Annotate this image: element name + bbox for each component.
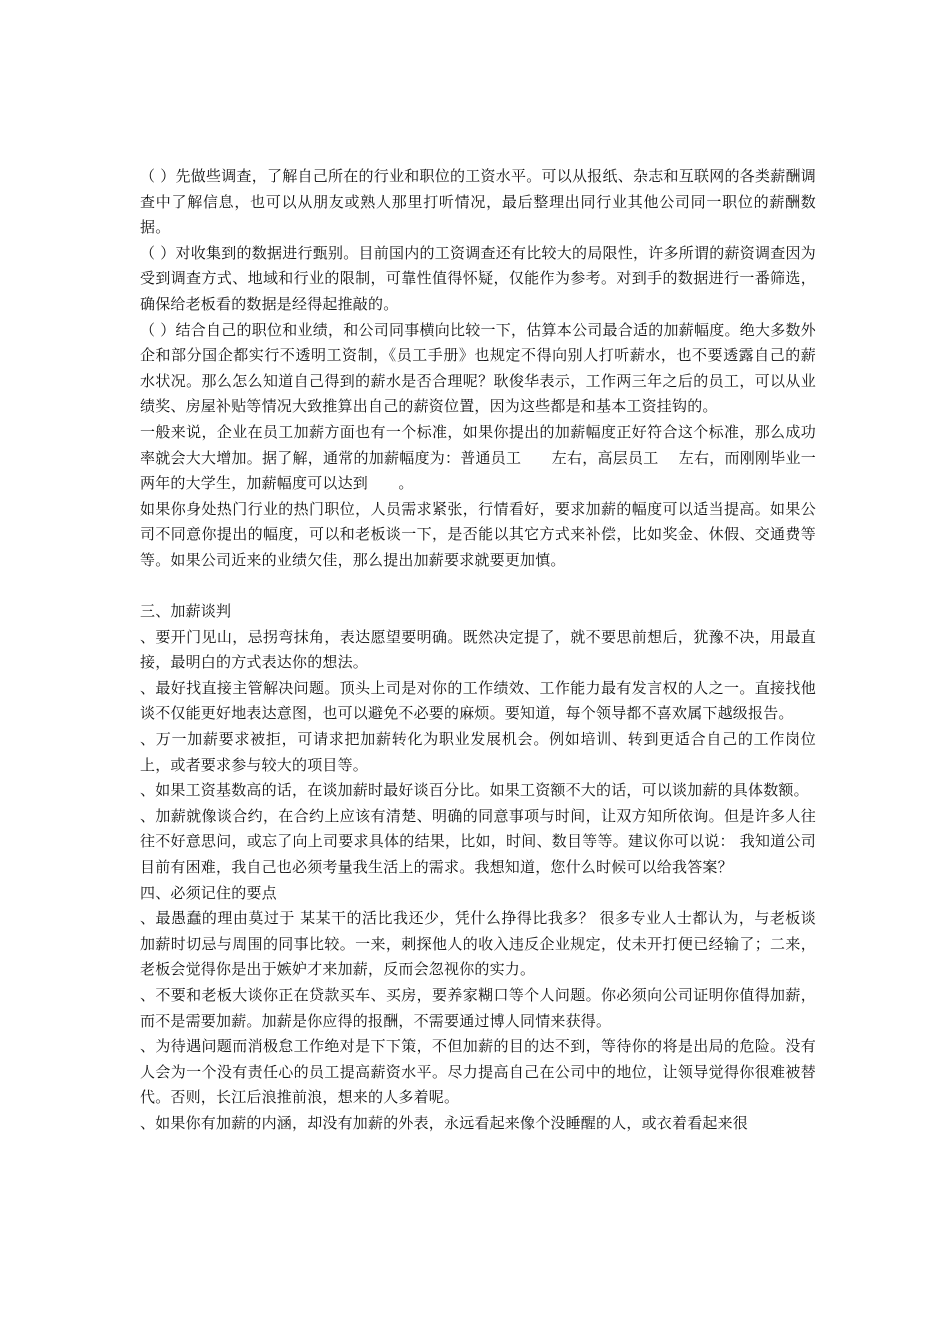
paragraph: 、不要和老板大谈你正在贷款买车、买房，要养家糊口等个人问题。你必须向公司证明你值得加薪，而不是需要加薪。加薪是你应得的报酬，不需要通过博人同情来获得。	[140, 986, 816, 1030]
section-heading: 四、必须记住的要点	[140, 883, 277, 902]
section-heading: 三、加薪谈判	[140, 602, 232, 621]
paragraph: 一般来说，企业在员工加薪方面也有一个标准，如果你提出的加薪幅度正好符合这个标准，那么成功率就会大大增加。据了解，通常的加薪幅度为：普通员工 左右，高层员工 左右，而刚刚毕业一两年的大学生，加薪幅度可以达到 。	[140, 422, 816, 493]
paragraph: 、为待遇问题而消极怠工作绝对是下下策，不但加薪的目的达不到，等待你的将是出局的危险。没有人会为一个没有责任心的员工提高薪资水平。尽力提高自己在公司中的地位，让领导觉得你很难被替代。否则，长江后浪推前浪，想来的人多着呢。	[140, 1037, 816, 1107]
paragraph: 、加薪就像谈合约，在合约上应该有清楚、明确的同意事项与时间，让双方知所依询。但是许多人往往不好意思问，或忘了向上司要求具体的结果，比如，时间、数目等等。建议你可以说： 我知道公司目前有困难，我自己也必须考量我生活上的需求。我想知道，您什么时候可以给我答案？	[140, 806, 816, 877]
paragraph: 、要开门见山，忌拐弯抹角，表达愿望要明确。既然决定提了，就不要思前想后，犹豫不决，用最直接，最明白的方式表达你的想法。	[140, 627, 816, 672]
paragraph: 、最愚蠢的理由莫过于 某某干的活比我还少，凭什么挣得比我多？ 很多专业人士都认为，与老板谈加薪时切忌与周围的同事比较。一来，刺探他人的收入违反企业规定，仗未开打便已经输了；二来，老板会觉得你是出于嫉妒才来加薪，反而会忽视你的实力。	[140, 909, 816, 979]
paragraph: 、万一加薪要求被拒，可请求把加薪转化为职业发展机会。例如培训、转到更适合自己的工作岗位上，或者要求参与较大的项目等。	[140, 730, 816, 774]
paragraph: 、最好找直接主管解决问题。顶头上司是对你的工作绩效、工作能力最有发言权的人之一。直接找他谈不仅能更好地表达意图，也可以避免不必要的麻烦。要知道，每个领导都不喜欢属下越级报告。	[140, 678, 816, 723]
blank-line	[140, 574, 816, 600]
paragraph: 、如果你有加薪的内涵，却没有加薪的外表，永远看起来像个没睡醒的人，或衣着看起来很	[140, 1113, 749, 1132]
paragraph: 如果你身处热门行业的热门职位，人员需求紧张，行情看好，要求加薪的幅度可以适当提高。如果公司不同意你提出的幅度，可以和老板谈一下，是否能以其它方式来补偿，比如奖金、休假、交通费等等。如果公司近来的业绩欠佳，那么提出加薪要求就要更加慎。	[140, 499, 816, 569]
paragraph: （ ）先做些调查，了解自己所在的行业和职位的工资水平。可以从报纸、杂志和互联网的各类薪酬调查中了解信息，也可以从朋友或熟人那里打听情况，最后整理出同行业其他公司同一职位的薪酬数据。	[140, 167, 816, 237]
paragraph: （ ）对收集到的数据进行甄别。目前国内的工资调查还有比较大的局限性，许多所谓的薪资调查因为受到调查方式、地域和行业的限制，可靠性值得怀疑，仅能作为参考。对到手的数据进行一番筛选，确保给老板看的数据是经得起推敲的。	[140, 243, 816, 313]
paragraph: （ ）结合自己的职位和业绩，和公司同事横向比较一下，估算本公司最合适的加薪幅度。绝大多数外企和部分国企都实行不透明工资制，《员工手册》也规定不得向别人打听薪水，也不要透露自己的薪水状况。那么怎么知道自己得到的薪水是否合理呢？耿俊华表示，工作两三年之后的员工，可以从业绩奖、房屋补贴等情况大致推算出自己的薪资位置，因为这些都是和基本工资挂钩的。	[140, 320, 816, 416]
paragraph: 、如果工资基数高的话，在谈加薪时最好谈百分比。如果工资额不大的话，可以谈加薪的具体数额。	[140, 781, 809, 800]
document-body	[140, 164, 816, 1137]
